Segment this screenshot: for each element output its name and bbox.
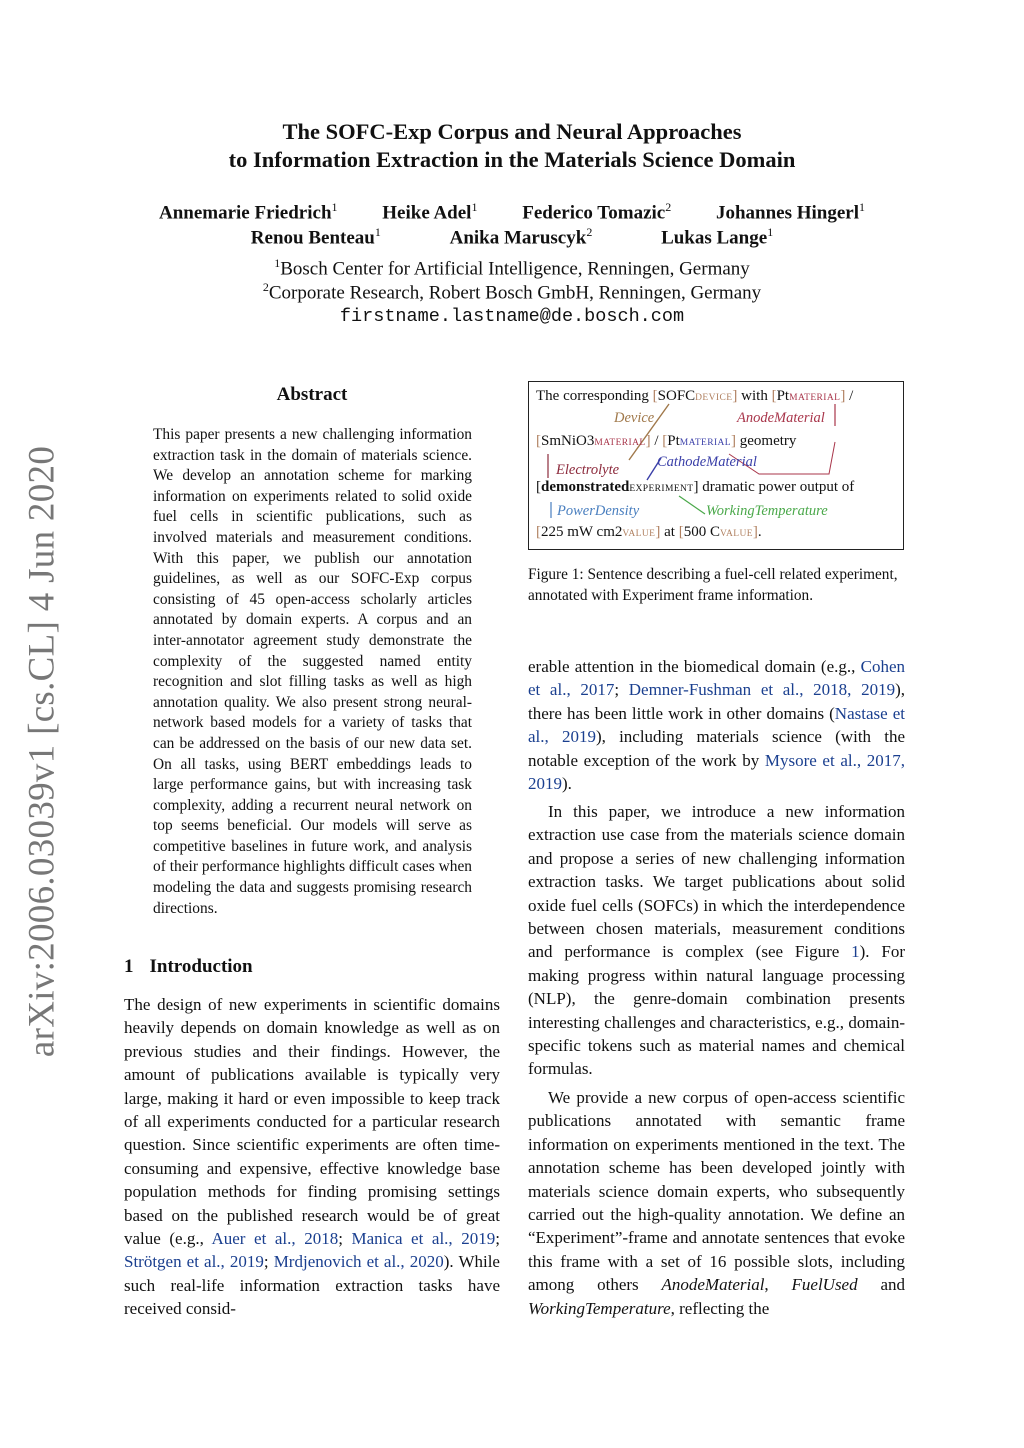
citation-link[interactable]: Auer et al., 2018 (211, 1229, 339, 1249)
arrow-temp (679, 496, 705, 514)
section-heading: 1 Introduction (124, 956, 253, 977)
affiliation-2: $^2$Corporate Research, Robert Bosch GmbH, Renningen, Germany (262, 280, 762, 304)
author: Anika Maruscyk$^2$ (449, 225, 593, 249)
author-row-2 (0, 225, 1024, 249)
arxiv-side-stamp: arXiv:2006.03039v1 [cs.CL] 4 Jun 2020 (21, 445, 63, 1058)
abstract-heading: Abstract (276, 384, 348, 405)
right-paragraph-1: erable attention in the biomedical domain (e.g., Cohen et al., 2017; Demner-Fushman et al., 2018, 2019), there has been little work in other domains (Nastase et al., 2019), including materials science (with the notable exception of the work by Mysore et al., 2017, 2019). (528, 657, 906, 794)
right-paragraph-2: In this paper, we introduce a new information extraction use case from the materials science domain and propose a series of new challenging information extraction tasks. We target publications about solid oxide fuel cells (SOFCs) in which the interdependence between chosen materials, measurement conditions and performance is complex (see Figure 1). For making progress within natural language processing (NLP), the genre-domain combination presents interesting challenges and characteristics, e.g., domain-specific tokens such as material names and chemical formulas. (528, 802, 905, 1079)
author: Renou Benteau$^1$ (250, 225, 381, 249)
citation-link[interactable]: Strötgen et al., 2019 (124, 1252, 264, 1272)
figure-line-1: The corresponding [SOFCDEVICE] with [PtMATERIAL] / (536, 388, 854, 404)
author: Lukas Lange$^1$ (661, 225, 774, 249)
citation-link[interactable]: Nastase et al., 2019 (528, 703, 906, 747)
abstract-text: This paper presents a new challenging information extraction task in the domain of materials science. We develop an annotation scheme for marking information on experiments related to solid oxide fuel cells in scientific publications, such as involved materials and measurement conditions. With this paper, we publish our annotation guidelines, as well as our SOFC-Exp corpus consisting of 45 open-access scholarly articles annotated by domain experts. A corpus and an inter-annotator agreement study demonstrate the complexity of the suggested named entity recognition and slot filling tasks as well as high annotation quality. We also present strong neural-network based models for a variety of tasks that can be addressed on the basis of our new data set. On all tasks, using BERT embeddings leads to large performance gains, but with increasing task complexity, adding a recurrent neural network on top seems beneficial. Our models will serve as competitive baselines in future work, and analysis of their performance highlights difficult cases when modeling the data and suggests promising research directions. (153, 426, 472, 917)
label-cathode-material: CathodeMaterial (657, 454, 757, 470)
citation-link[interactable]: Mysore et al., 2017, 2019 (528, 750, 905, 794)
title-line-2: to Information Extraction in the Materials Science Domain (228, 147, 796, 172)
paper-title (0, 118, 1024, 174)
citation-link[interactable]: Demner-Fushman et al., 2018, 2019 (628, 680, 896, 700)
figure-line-2: [SmNiO3MATERIAL] / [PtMATERIAL] geometry (536, 433, 797, 449)
author: Federico Tomazic$^2$ (522, 200, 672, 224)
affiliation-1: $^1$Bosch Center for Artificial Intelligence, Renningen, Germany (274, 256, 750, 280)
figure-1-caption: Figure 1: Sentence describing a fuel-cell related experiment, annotated with Experiment frame information. (528, 566, 898, 604)
contact-email: firstname.lastname@de.bosch.com (339, 306, 685, 327)
author: Annemarie Friedrich$^1$ (158, 200, 338, 224)
right-paragraph-3: We provide a new corpus of open-access scientific publications annotated with semantic frame information on experiments mentioned in the text. The annotation scheme has been developed jointly with materials science domain experts, who subsequently carried out the high-quality annotation. We define an “Experiment”-frame and annotate sentences that evoke this frame with a set of 16 possible slots, including among others AnodeMaterial, FuelUsed and WorkingTemperature, reflecting the (528, 1088, 905, 1318)
author: Heike Adel$^1$ (382, 200, 478, 224)
citation-link[interactable]: Mrdjenovich et al., 2020 (273, 1252, 444, 1272)
label-power-density: PowerDensity (557, 503, 640, 519)
label-working-temperature: WorkingTemperature (706, 503, 828, 519)
label-device: Device (614, 410, 655, 426)
figure-reference-link[interactable]: 1 (851, 942, 860, 962)
citation-link[interactable]: Manica et al., 2019 (351, 1229, 496, 1249)
intro-paragraph-1: The design of new experiments in scientific domains heavily depends on domain knowledge as well as on previous studies and their findings. However, the amount of publications available is typically very large, making it hard or even impossible to keep track of all experiments conducted for a particular research question. Since scientific experiments are often time-consuming and expensive, effective knowledge base population methods for finding promising settings based on the published research would be of great value (e.g., Auer et al., 2018; Manica et al., 2019; Strötgen et al., 2019; Mrdjenovich et al., 2020). While such real-life information extraction tasks have received consid- (124, 995, 500, 1319)
label-anode-material: AnodeMaterial (737, 410, 825, 426)
figure-1-box (528, 381, 904, 550)
citation-link[interactable]: Cohen et al., 2017 (528, 657, 905, 700)
title-line-1: The SOFC-Exp Corpus and Neural Approaches (282, 119, 742, 144)
figure-line-3: [demonstratedEXPERIMENT] dramatic power output of (536, 479, 855, 495)
label-electrolyte: Electrolyte (556, 462, 620, 478)
author-row-1 (0, 200, 1024, 224)
figure-line-4: [225 mW cm2VALUE] at [500 CVALUE]. (536, 524, 762, 540)
author: Johannes Hingerl$^1$ (715, 200, 866, 224)
